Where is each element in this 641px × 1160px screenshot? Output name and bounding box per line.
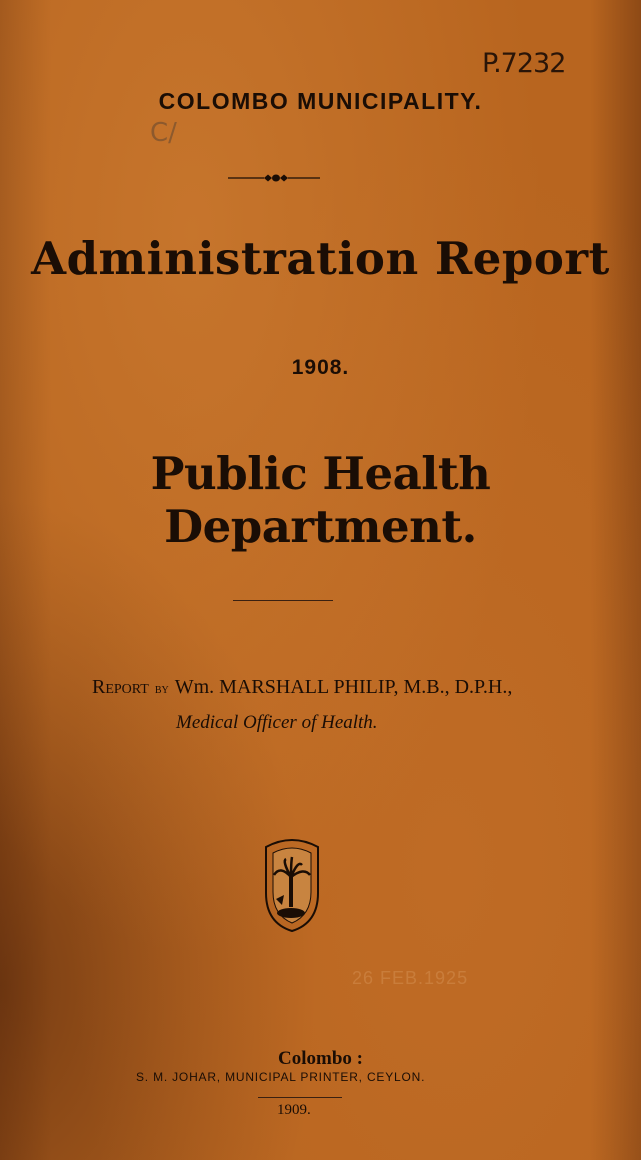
municipality-heading: COLOMBO MUNICIPALITY.	[158, 88, 483, 114]
byline-by: by	[154, 682, 169, 697]
handwritten-mark: C/	[150, 118, 177, 148]
author-name: Wm. MARSHALL PHILIP, M.B., D.P.H.,	[174, 676, 513, 698]
report-title: Administration Report	[31, 232, 610, 285]
department-title: Public Health Department.	[150, 447, 491, 553]
municipal-seal	[260, 835, 324, 933]
ornament-divider	[228, 172, 320, 184]
handwritten-catalog-note: P.7232	[482, 48, 566, 79]
report-year: 1908.	[291, 356, 350, 379]
byline-prefix: Report	[92, 676, 149, 698]
author-role: Medical Officer of Health.	[176, 712, 378, 733]
received-date-stamp: 26 FEB.1925	[352, 968, 469, 988]
divider-rule	[233, 600, 333, 601]
imprint-rule	[258, 1097, 342, 1098]
imprint-printer: S. M. JOHAR, MUNICIPAL PRINTER, CEYLON.	[136, 1070, 426, 1084]
imprint-year: 1909.	[277, 1102, 311, 1118]
author-byline	[92, 676, 512, 699]
imprint-place: Colombo :	[278, 1048, 363, 1069]
